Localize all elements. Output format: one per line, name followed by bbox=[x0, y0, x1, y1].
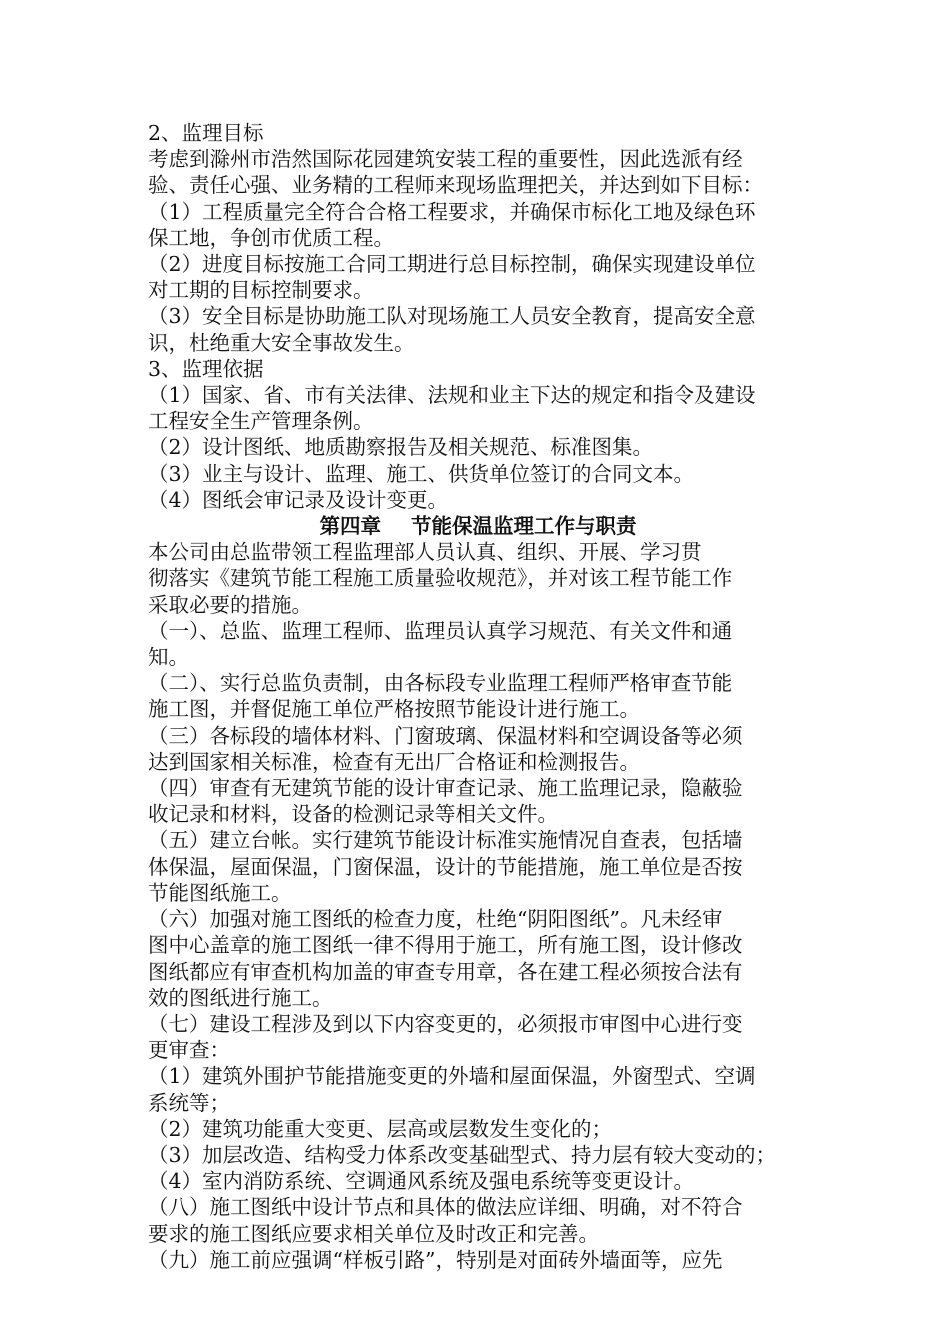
section-3-item: （1）国家、省、市有关法律、法规和业主下达的规定和指令及建设 工程安全生产管理条例。 bbox=[148, 383, 756, 434]
chapter-subitem: （4）室内消防系统、空调通风系统及强电系统等变更设计。 bbox=[148, 1169, 695, 1194]
chapter-title: 节能保温监理工作与职责 bbox=[411, 514, 637, 539]
section-2-item: （3）安全目标是协助施工队对现场施工人员安全教育，提高安全意 识，杜绝重大安全事故发生。 bbox=[148, 304, 756, 355]
chapter-subitem: （3）加层改造、结构受力体系改变基础型式、持力层有较大变动的； bbox=[148, 1142, 777, 1167]
section-3-title: 3、监理依据 bbox=[148, 356, 264, 381]
section-3-item: （4）图纸会审记录及设计变更。 bbox=[148, 487, 449, 512]
chapter-item: （八）施工图纸中设计节点和具体的做法应详细、明确，对不符合 要求的施工图纸应要求相关单位及时改正和完善。 bbox=[148, 1195, 743, 1246]
chapter-item: （九）施工前应强调“样板引路”，特别是对面砖外墙面等，应先 bbox=[148, 1247, 723, 1272]
section-2-item: （2）进度目标按施工合同工期进行总目标控制，确保实现建设单位 对工期的目标控制要求。 bbox=[148, 252, 756, 303]
chapter-item: （二）、实行总监负责制，由各标段专业监理工程师严格审查节能 施工图，并督促施工单位严格按照节能设计进行施工。 bbox=[148, 671, 733, 722]
chapter-item: （四）审查有无建筑节能的设计审查记录、施工监理记录，隐蔽验 收记录和材料，设备的检测记录等相关文件。 bbox=[148, 776, 743, 827]
chapter-item: （六）加强对施工图纸的检查力度，杜绝“阴阳图纸”。凡未经审 图中心盖章的施工图纸一律不得用于施工，所有施工图，设计修改 图纸都应有审查机构加盖的审查专用章，各在建工程必须按合法有 效的图纸进行施工。 bbox=[148, 907, 743, 1010]
section-3-item: （3）业主与设计、监理、施工、供货单位签订的合同文本。 bbox=[148, 461, 695, 486]
chapter-item: （一）、总监、监理工程师、监理员认真学习规范、有关文件和通 知。 bbox=[148, 618, 733, 670]
section-2-item: （1）工程质量完全符合合格工程要求，并确保市标化工地及绿色环 保工地，争创市优质工程。 bbox=[148, 199, 756, 250]
chapter-subitem: （2）建筑功能重大变更、层高或层数发生变化的； bbox=[148, 1116, 613, 1141]
chapter-number: 第四章 bbox=[319, 514, 381, 539]
chapter-subitem: （1）建筑外围护节能措施变更的外墙和屋面保温，外窗型式、空调 系统等； bbox=[148, 1064, 756, 1115]
chapter-intro: 本公司由总监带领工程监理部人员认真、组织、开展、学习贯 彻落实《建筑节能工程施工质量验收规范》，并对该工程节能工作 采取必要的措施。 bbox=[148, 540, 733, 617]
chapter-item: （七）建设工程涉及到以下内容变更的，必须报市审图中心进行变 更审查： bbox=[148, 1011, 743, 1063]
chapter-heading bbox=[148, 513, 808, 539]
document-page bbox=[148, 120, 808, 1273]
chapter-item: （三）各标段的墙体材料、门窗玻璃、保温材料和空调设备等必须 达到国家相关标准，检查有无出厂合格证和检测报告。 bbox=[148, 723, 743, 774]
chapter-item: （五）建立台帐。实行建筑节能设计标准实施情况自查表，包括墙 体保温，屋面保温，门窗保温，设计的节能措施，施工单位是否按 节能图纸施工。 bbox=[148, 828, 743, 905]
section-2-intro: 考虑到滁州市浩然国际花园建筑安装工程的重要性，因此选派有经 验、责任心强、业务精的工程师来现场监理把关，并达到如下目标： bbox=[148, 147, 763, 198]
section-2-title: 2、监理目标 bbox=[148, 121, 264, 145]
section-3-item: （2）设计图纸、地质勘察报告及相关规范、标准图集。 bbox=[148, 435, 654, 460]
